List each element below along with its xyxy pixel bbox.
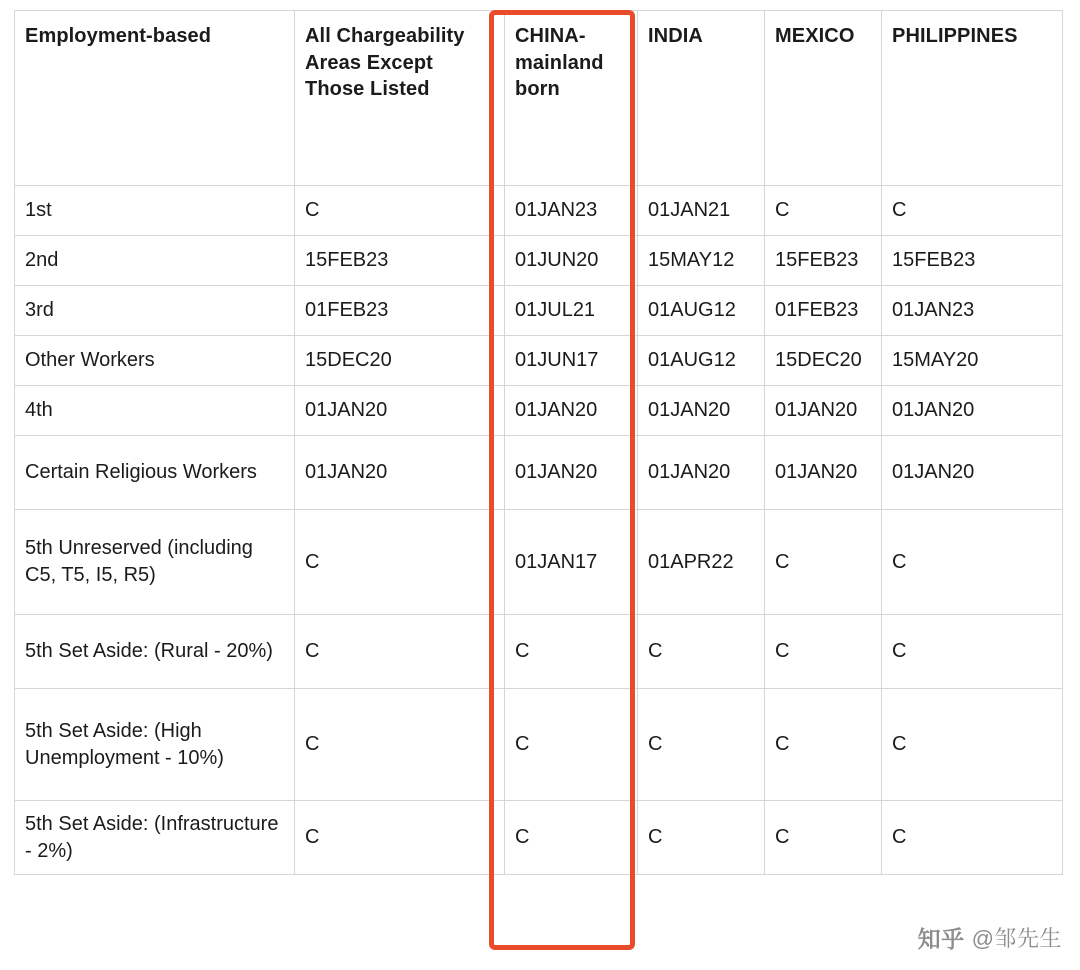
cell-philippines: C: [882, 186, 1063, 236]
zhihu-logo-icon: 知乎: [917, 926, 965, 952]
cell-mexico: C: [765, 186, 882, 236]
cell-all-areas: 01JAN20: [295, 386, 505, 436]
table-row: [15, 436, 1063, 510]
cell-india: 01JAN20: [638, 386, 765, 436]
row-category: 5th Set Aside: (Infrastructure - 2%): [15, 801, 295, 875]
cell-mexico: 01JAN20: [765, 386, 882, 436]
cell-mexico: 15FEB23: [765, 236, 882, 286]
visa-bulletin-table: [14, 10, 1063, 875]
table-row: [15, 236, 1063, 286]
row-category: 4th: [15, 386, 295, 436]
cell-india: 01APR22: [638, 510, 765, 615]
cell-philippines: C: [882, 689, 1063, 801]
table-row: [15, 186, 1063, 236]
cell-mexico: C: [765, 510, 882, 615]
cell-philippines: 15FEB23: [882, 236, 1063, 286]
cell-philippines: 01JAN23: [882, 286, 1063, 336]
column-header-india: INDIA: [638, 11, 765, 186]
column-header-employment-based: Employment-based: [15, 11, 295, 186]
row-category: 5th Unreserved (including C5, T5, I5, R5): [15, 510, 295, 615]
cell-philippines: C: [882, 801, 1063, 875]
table-body: [15, 186, 1063, 875]
cell-philippines: 15MAY20: [882, 336, 1063, 386]
watermark-username: @邹先生: [971, 926, 1062, 951]
row-category: 3rd: [15, 286, 295, 336]
cell-china: C: [505, 689, 638, 801]
row-category: 5th Set Aside: (High Unemployment - 10%): [15, 689, 295, 801]
row-category: Certain Religious Workers: [15, 436, 295, 510]
column-header-china: CHINA-mainland born: [505, 11, 638, 186]
cell-india: C: [638, 689, 765, 801]
table-row: [15, 801, 1063, 875]
cell-all-areas: 01JAN20: [295, 436, 505, 510]
column-header-all-areas: All Chargeability Areas Except Those Listed: [295, 11, 505, 186]
cell-mexico: 01JAN20: [765, 436, 882, 510]
table-header-row: [15, 11, 1063, 186]
cell-philippines: C: [882, 510, 1063, 615]
column-header-mexico: MEXICO: [765, 11, 882, 186]
cell-china: 01JAN17: [505, 510, 638, 615]
cell-india: 15MAY12: [638, 236, 765, 286]
cell-india: 01AUG12: [638, 286, 765, 336]
table-row: [15, 336, 1063, 386]
cell-china: 01JAN20: [505, 386, 638, 436]
cell-philippines: 01JAN20: [882, 436, 1063, 510]
cell-china: 01JUL21: [505, 286, 638, 336]
row-category: Other Workers: [15, 336, 295, 386]
cell-philippines: C: [882, 615, 1063, 689]
cell-india: C: [638, 615, 765, 689]
cell-mexico: 15DEC20: [765, 336, 882, 386]
cell-china: C: [505, 615, 638, 689]
table-row: [15, 689, 1063, 801]
table-row: [15, 615, 1063, 689]
cell-india: C: [638, 801, 765, 875]
cell-china: 01JAN20: [505, 436, 638, 510]
cell-china: 01JUN20: [505, 236, 638, 286]
cell-mexico: 01FEB23: [765, 286, 882, 336]
cell-mexico: C: [765, 689, 882, 801]
row-category: 5th Set Aside: (Rural - 20%): [15, 615, 295, 689]
row-category: 1st: [15, 186, 295, 236]
cell-india: 01AUG12: [638, 336, 765, 386]
cell-all-areas: 15FEB23: [295, 236, 505, 286]
row-category: 2nd: [15, 236, 295, 286]
cell-china: 01JAN23: [505, 186, 638, 236]
column-header-philippines: PHILIPPINES: [882, 11, 1063, 186]
table-header: [15, 11, 1063, 186]
table-row: [15, 286, 1063, 336]
cell-philippines: 01JAN20: [882, 386, 1063, 436]
cell-all-areas: C: [295, 801, 505, 875]
cell-all-areas: C: [295, 510, 505, 615]
table-row: [15, 386, 1063, 436]
cell-all-areas: 01FEB23: [295, 286, 505, 336]
cell-mexico: C: [765, 615, 882, 689]
cell-china: C: [505, 801, 638, 875]
cell-china: 01JUN17: [505, 336, 638, 386]
cell-all-areas: C: [295, 186, 505, 236]
table-row: [15, 510, 1063, 615]
cell-india: 01JAN21: [638, 186, 765, 236]
cell-all-areas: 15DEC20: [295, 336, 505, 386]
cell-all-areas: C: [295, 689, 505, 801]
cell-india: 01JAN20: [638, 436, 765, 510]
cell-mexico: C: [765, 801, 882, 875]
cell-all-areas: C: [295, 615, 505, 689]
watermark: [918, 921, 1062, 954]
